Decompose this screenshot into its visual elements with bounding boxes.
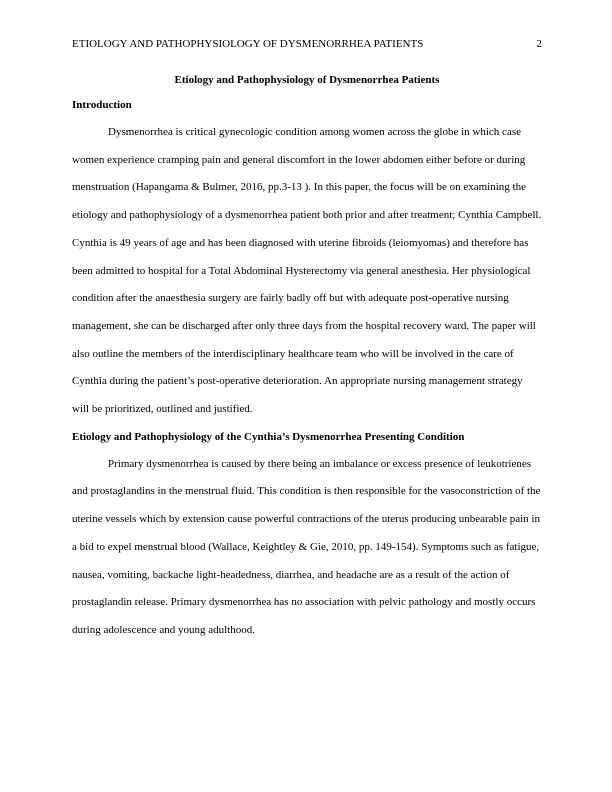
document-body	[72, 68, 542, 645]
running-head: ETIOLOGY AND PATHOPHYSIOLOGY OF DYSMENORRHEA PATIENTS	[72, 38, 424, 50]
section-paragraph-introduction: Dysmenorrhea is critical gynecologic condition among women across the globe in which case women experience cramping pain and general discomfort in the lower abdomen either before or during menstruation (Hapangama & Bulmer, 2016, pp.3-13 ). In this paper, the focus will be on examining the etiology and pathophysiology of a dysmenorrhea patient both prior and after treatment; Cynthia Campbell. Cynthia is 49 years of age and has been diagnosed with uterine fibroids (leiomyomas) and therefore has been admitted to hospital for a Total Abdominal Hysterectomy via general anesthesia. Her physiological condition after the anaesthesia surgery are fairly badly off but with adequate post-operative nursing management, she can be discharged after only three days from the hospital recovery ward. The paper will also outline the members of the interdisciplinary healthcare team who will be involved in the care of Cynthia during the patient’s post-operative deterioration. An appropriate nursing management strategy will be prioritized, outlined and justified.	[72, 126, 542, 416]
page-number: 2	[536, 38, 542, 50]
document-title: Etiology and Pathophysiology of Dysmenorrhea Patients	[174, 74, 440, 86]
section-paragraph-etiology: Primary dysmenorrhea is caused by there being an imbalance or excess presence of leukotrienes and prostaglandins in the menstrual fluid. This condition is then responsible for the vasoconstriction of the uterine vessels which by extension cause powerful contractions of the uterus producing unbearable pain in a bid to expel menstrual blood (Wallace, Keightley & Gie, 2010, pp. 149-154). Symptoms such as fatigue, nausea, vomiting, backache light-headedness, diarrhea, and headache are as a result of the action of prostaglandin release. Primary dysmenorrhea has no association with pelvic pathology and mostly occurs during adolescence and young adulthood.	[72, 457, 541, 636]
section-heading-introduction: Introduction	[72, 99, 132, 111]
section-heading-etiology: Etiology and Pathophysiology of the Cynthia’s Dysmenorrhea Presenting Condition	[72, 430, 465, 443]
